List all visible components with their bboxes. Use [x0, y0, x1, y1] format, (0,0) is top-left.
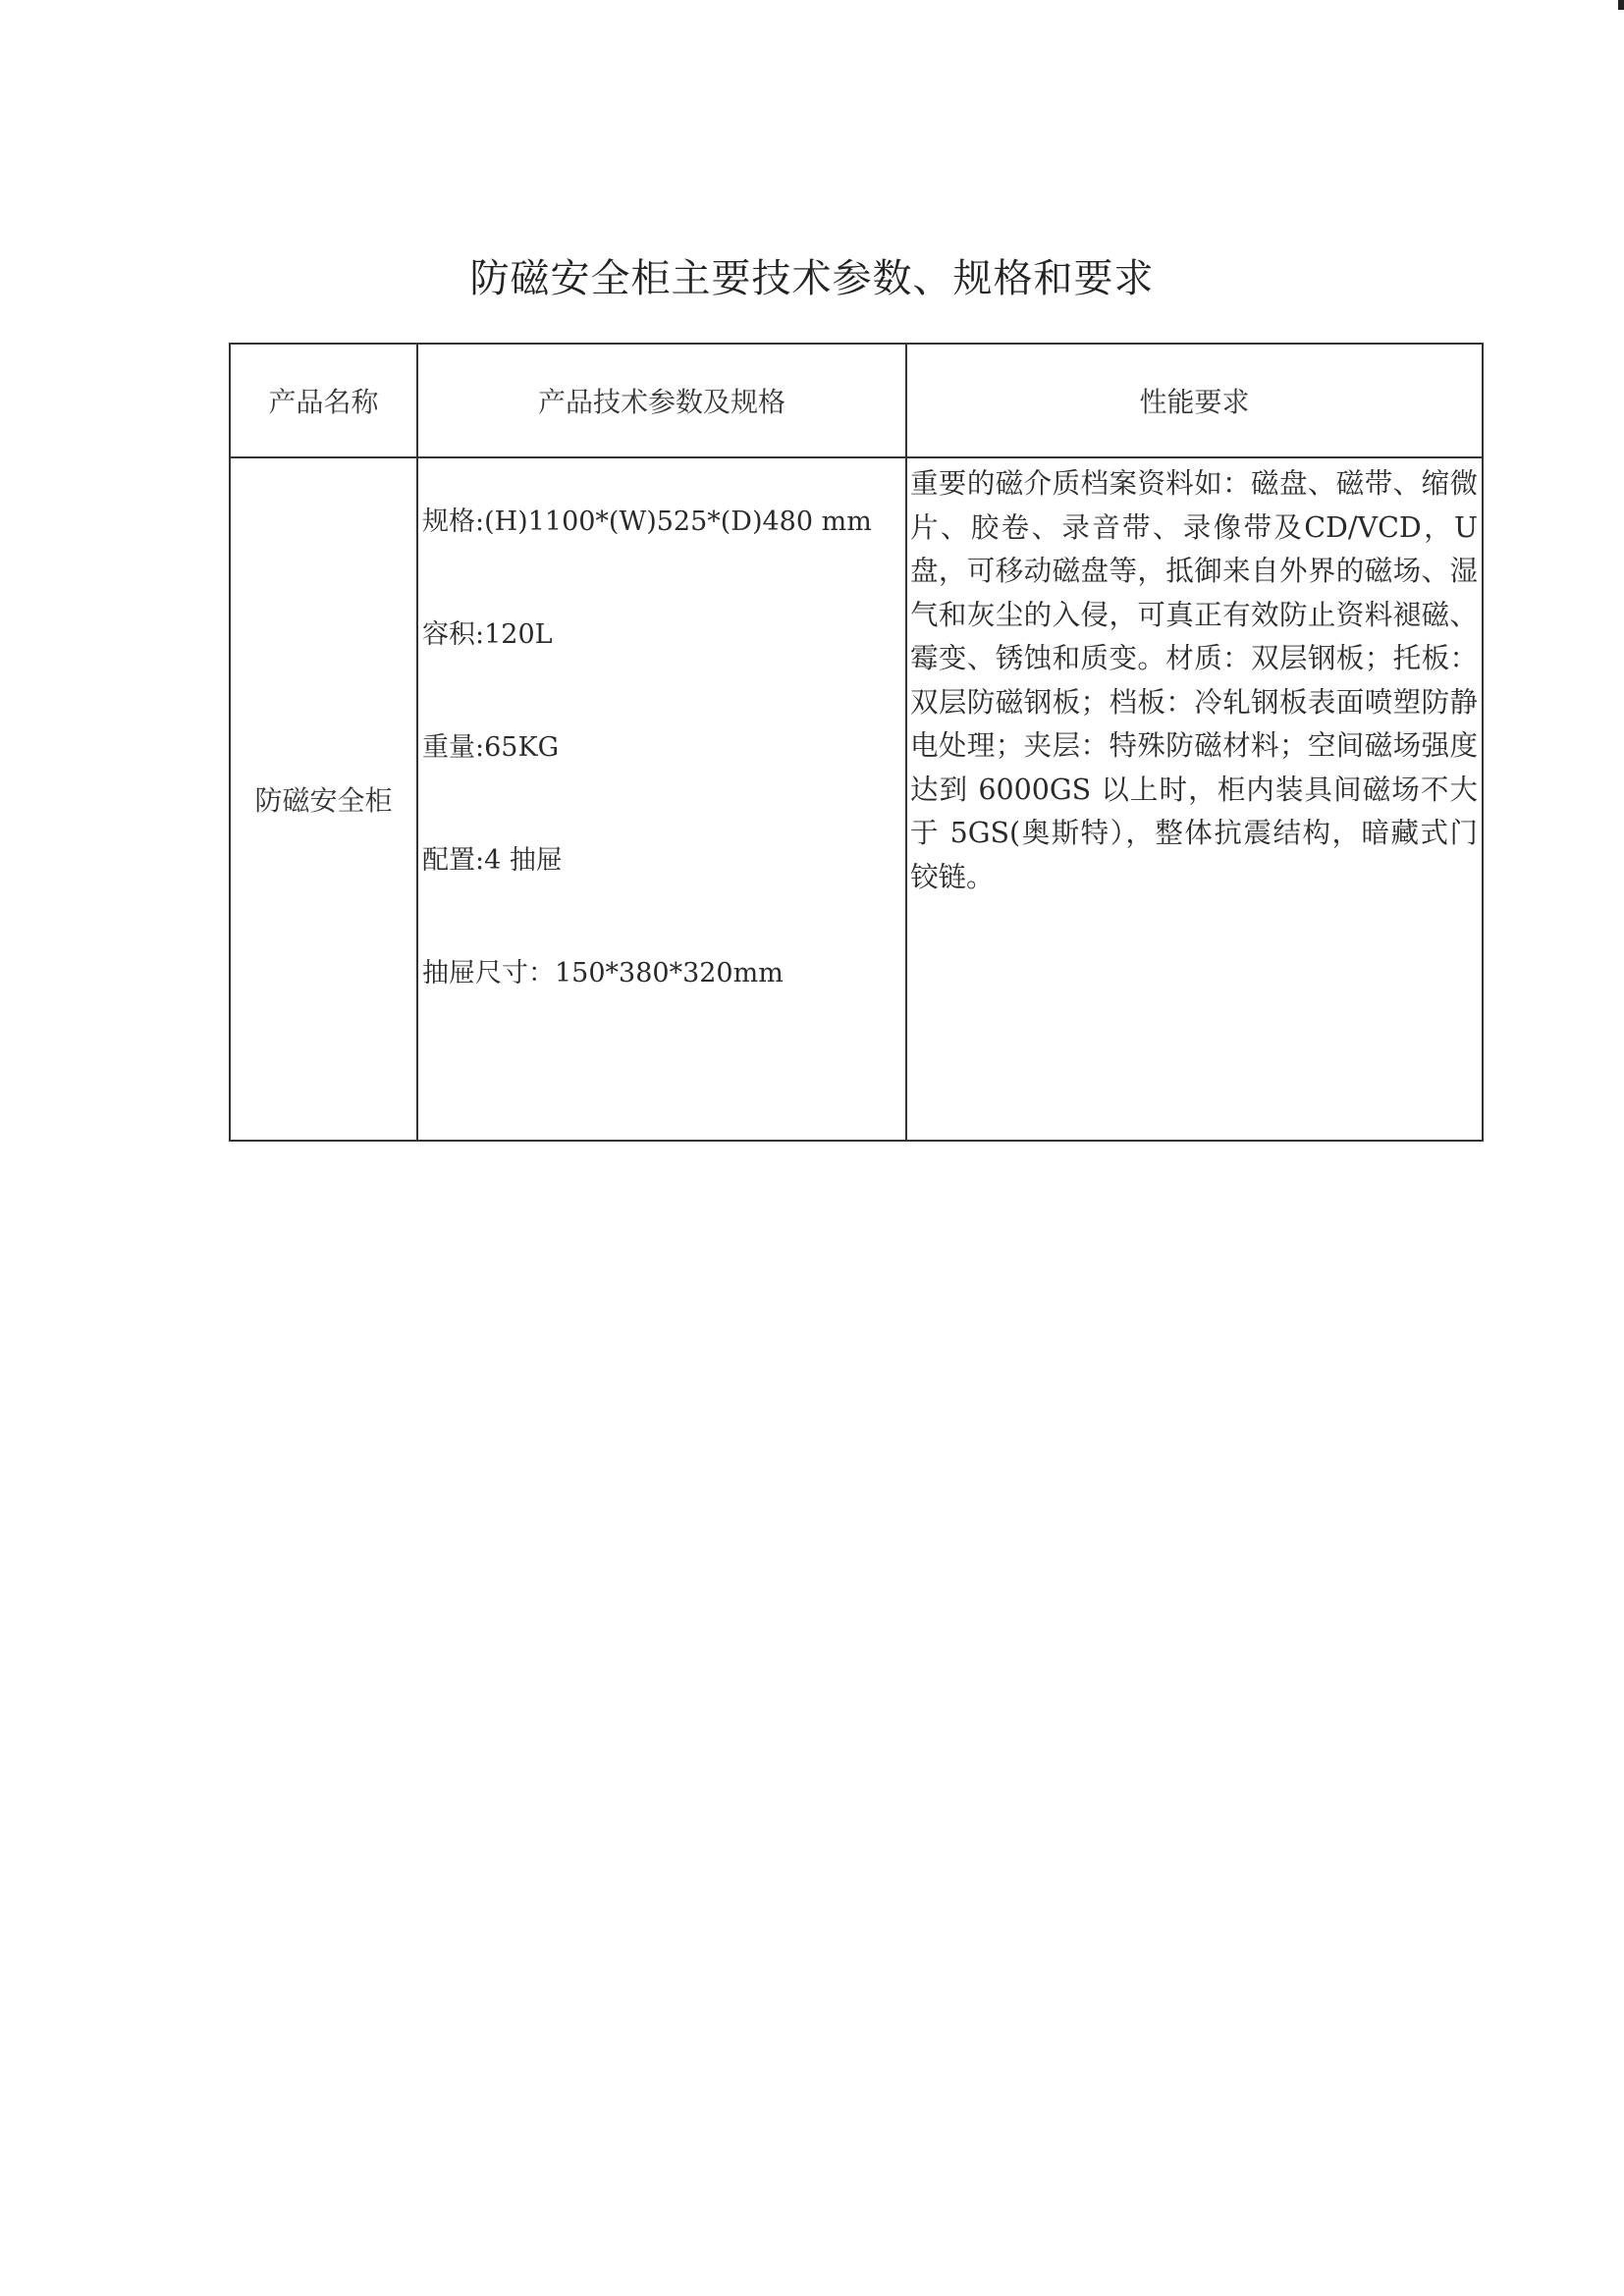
table-row [230, 457, 1483, 1141]
table-header-row [230, 344, 1483, 457]
page-title: 防磁安全柜主要技术参数、规格和要求 [469, 256, 1155, 301]
scan-edge-mark [1618, 0, 1624, 10]
spec-configuration: 配置:4 抽屉 [422, 845, 563, 876]
product-name-cell: 防磁安全柜 [230, 457, 417, 1141]
spec-weight: 重量:65KG [422, 732, 560, 763]
spec-cell [417, 457, 906, 1141]
spec-dimensions: 规格:(H)1100*(W)525*(D)480 mm [422, 507, 872, 537]
spec-table [229, 343, 1484, 1142]
performance-cell: 重要的磁介质档案资料如：磁盘、磁带、缩微片、胶卷、录音带、录像带及CD/VCD，U 盘，可移动磁盘等，抵御来自外界的磁场、湿气和灰尘的入侵，可真正有效防止资料褪磁、霉变、锈蚀和质变。材质：双层钢板；托板：双层防磁钢板；档板：冷轧钢板表面喷塑防静电处理；夹层：特殊防磁材料；空间磁场强度达到 6000GS 以上时，柜内装具间磁场不大于 5GS(奥斯特），整体抗震结构，暗藏式门铰链。 [906, 457, 1483, 1141]
spec-volume: 容积:120L [422, 619, 553, 650]
header-product-name: 产品名称 [230, 344, 417, 457]
header-spec: 产品技术参数及规格 [417, 344, 906, 457]
spec-drawer-size: 抽屉尺寸：150*380*320mm [422, 958, 784, 988]
header-performance: 性能要求 [906, 344, 1483, 457]
